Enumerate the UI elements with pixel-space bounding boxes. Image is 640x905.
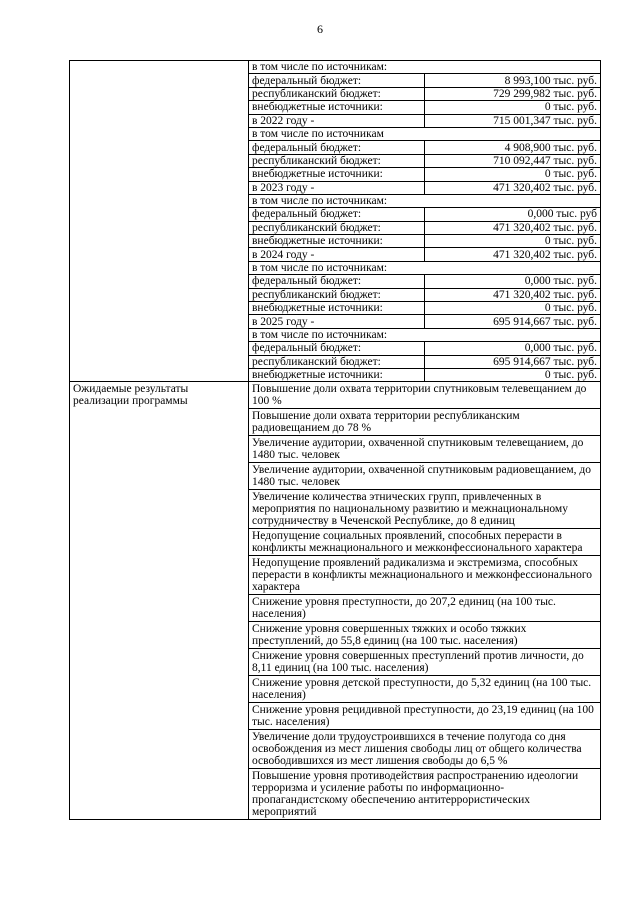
financing-table bbox=[249, 61, 600, 381]
financing-source-label: республиканский бюджет: bbox=[249, 87, 425, 100]
financing-source-value: 0 тыс. руб. bbox=[425, 168, 601, 181]
financing-row-item bbox=[249, 342, 600, 355]
financing-source-value: 0 тыс. руб. bbox=[425, 302, 601, 315]
expected-result-item: Недопущение социальных проявлений, способных перерасти в конфликты межнационального и межконфессионального характера bbox=[249, 529, 600, 556]
financing-row-item bbox=[249, 355, 600, 368]
financing-source-value: 471 320,402 тыс. руб. bbox=[425, 181, 601, 194]
financing-subheader: в том числе по источникам: bbox=[249, 261, 600, 274]
financing-row-item bbox=[249, 181, 600, 194]
financing-source-label: республиканский бюджет: bbox=[249, 154, 425, 167]
financing-row-item bbox=[249, 87, 600, 100]
financing-row-item bbox=[249, 127, 600, 140]
financing-source-label: федеральный бюджет: bbox=[249, 141, 425, 154]
financing-source-value: 4 908,900 тыс. руб. bbox=[425, 141, 601, 154]
results-label-cell bbox=[70, 382, 249, 820]
financing-source-value: 0,000 тыс. руб. bbox=[425, 342, 601, 355]
financing-row-item bbox=[249, 328, 600, 341]
expected-result-item: Снижение уровня рецидивной преступности, до 23,19 единиц (на 100 тыс. населения) bbox=[249, 703, 600, 730]
expected-result-item: Увеличение количества этнических групп, привлеченных в мероприятия по национальному развитию и межнациональному сотрудничеству в Чеченской Республике, до 8 единиц bbox=[249, 490, 600, 529]
financing-source-value: 0,000 тыс. руб bbox=[425, 208, 601, 221]
financing-row bbox=[70, 61, 601, 382]
financing-source-value: 0 тыс. руб. bbox=[425, 101, 601, 114]
financing-row-item bbox=[249, 154, 600, 167]
financing-row-item bbox=[249, 248, 600, 261]
financing-row-item bbox=[249, 302, 600, 315]
financing-source-label: внебюджетные источники: bbox=[249, 101, 425, 114]
financing-label-cell bbox=[70, 61, 249, 382]
financing-source-value: 471 320,402 тыс. руб. bbox=[425, 248, 601, 261]
financing-source-label: в 2023 году - bbox=[249, 181, 425, 194]
financing-source-value: 715 001,347 тыс. руб. bbox=[425, 114, 601, 127]
financing-values-cell bbox=[249, 61, 601, 382]
financing-source-value: 695 914,667 тыс. руб. bbox=[425, 355, 601, 368]
financing-source-value: 695 914,667 тыс. руб. bbox=[425, 315, 601, 328]
page-number: 6 bbox=[317, 22, 323, 36]
financing-source-value: 0 тыс. руб. bbox=[425, 235, 601, 248]
financing-row-item bbox=[249, 208, 600, 221]
financing-source-label: федеральный бюджет: bbox=[249, 74, 425, 87]
expected-result-item: Увеличение аудитории, охваченной спутниковым телевещанием, до 1480 тыс. человек bbox=[249, 436, 600, 463]
financing-source-label: республиканский бюджет: bbox=[249, 288, 425, 301]
financing-source-label: федеральный бюджет: bbox=[249, 208, 425, 221]
financing-source-label: республиканский бюджет: bbox=[249, 355, 425, 368]
financing-row-item bbox=[249, 168, 600, 181]
financing-source-label: республиканский бюджет: bbox=[249, 221, 425, 234]
financing-row-item bbox=[249, 315, 600, 328]
financing-row-item bbox=[249, 288, 600, 301]
expected-result-item: Снижение уровня преступности, до 207,2 единиц (на 100 тыс. населения) bbox=[249, 595, 600, 622]
financing-row-item bbox=[249, 74, 600, 87]
expected-result-item: Увеличение аудитории, охваченной спутниковым радиовещанием, до 1480 тыс. человек bbox=[249, 463, 600, 490]
financing-source-value: 471 320,402 тыс. руб. bbox=[425, 288, 601, 301]
financing-source-label: в 2022 году - bbox=[249, 114, 425, 127]
results-cell bbox=[249, 382, 601, 820]
financing-source-label: федеральный бюджет: bbox=[249, 275, 425, 288]
financing-source-value: 710 092,447 тыс. руб. bbox=[425, 154, 601, 167]
financing-source-label: внебюджетные источники: bbox=[249, 368, 425, 381]
expected-result-item: Повышение уровня противодействия распространению идеологии терроризма и усиление работы по информационно-пропагандистскому обеспечению антитеррористических мероприятий bbox=[252, 770, 579, 819]
financing-source-label: в 2024 году - bbox=[249, 248, 425, 261]
financing-source-value: 8 993,100 тыс. руб. bbox=[425, 74, 601, 87]
expected-result-item: Снижение уровня совершенных тяжких и особо тяжких преступлений, до 55,8 единиц (на 100 тыс. населения) bbox=[249, 622, 600, 649]
financing-row-item bbox=[249, 141, 600, 154]
financing-source-value: 729 299,982 тыс. руб. bbox=[425, 87, 601, 100]
program-passport-table bbox=[69, 60, 601, 820]
expected-result-item: Увеличение доли трудоустроившихся в течение полугода со дня освобождения из мест лишения свободы лиц от общего количества освободившихся из мест лишения свободы до 6,5 % bbox=[249, 730, 600, 769]
financing-row-item bbox=[249, 235, 600, 248]
expected-result-item: Повышение доли охвата территории спутниковым телевещанием до 100 % bbox=[249, 382, 600, 409]
financing-subheader: в том числе по источникам: bbox=[249, 328, 600, 341]
financing-subheader: в том числе по источникам bbox=[249, 127, 600, 140]
financing-subheader: в том числе по источникам: bbox=[249, 61, 600, 74]
expected-result-item: Снижение уровня совершенных преступлений против личности, до 8,11 единиц (на 100 тыс. населения) bbox=[249, 649, 600, 676]
expected-result-item: Снижение уровня детской преступности, до 5,32 единиц (на 100 тыс. населения) bbox=[249, 676, 600, 703]
expected-result-item: Недопущение проявлений радикализма и экстремизма, способных перерасти в конфликты межнационального и межконфессионального характера bbox=[249, 556, 600, 595]
financing-source-label: в 2025 году - bbox=[249, 315, 425, 328]
financing-row-item bbox=[249, 61, 600, 74]
financing-source-value: 471 320,402 тыс. руб. bbox=[425, 221, 601, 234]
financing-row-item bbox=[249, 368, 600, 381]
results-label: Ожидаемые результаты реализации программы bbox=[73, 383, 189, 408]
expected-result-item: Повышение доли охвата территории республиканским радиовещанием до 78 % bbox=[249, 409, 600, 436]
results-row bbox=[70, 382, 601, 820]
financing-subheader: в том числе по источникам: bbox=[249, 194, 600, 207]
financing-source-label: внебюджетные источники: bbox=[249, 168, 425, 181]
financing-source-value: 0 тыс. руб. bbox=[544, 369, 597, 382]
financing-source-label: внебюджетные источники: bbox=[249, 235, 425, 248]
results-list bbox=[249, 382, 600, 819]
financing-row-item bbox=[249, 114, 600, 127]
financing-source-label: внебюджетные источники: bbox=[249, 302, 425, 315]
financing-row-item bbox=[249, 261, 600, 274]
financing-row-item bbox=[249, 221, 600, 234]
financing-source-value: 0,000 тыс. руб. bbox=[425, 275, 601, 288]
financing-row-item bbox=[249, 275, 600, 288]
financing-source-label: федеральный бюджет: bbox=[249, 342, 425, 355]
financing-row-item bbox=[249, 194, 600, 207]
financing-row-item bbox=[249, 101, 600, 114]
